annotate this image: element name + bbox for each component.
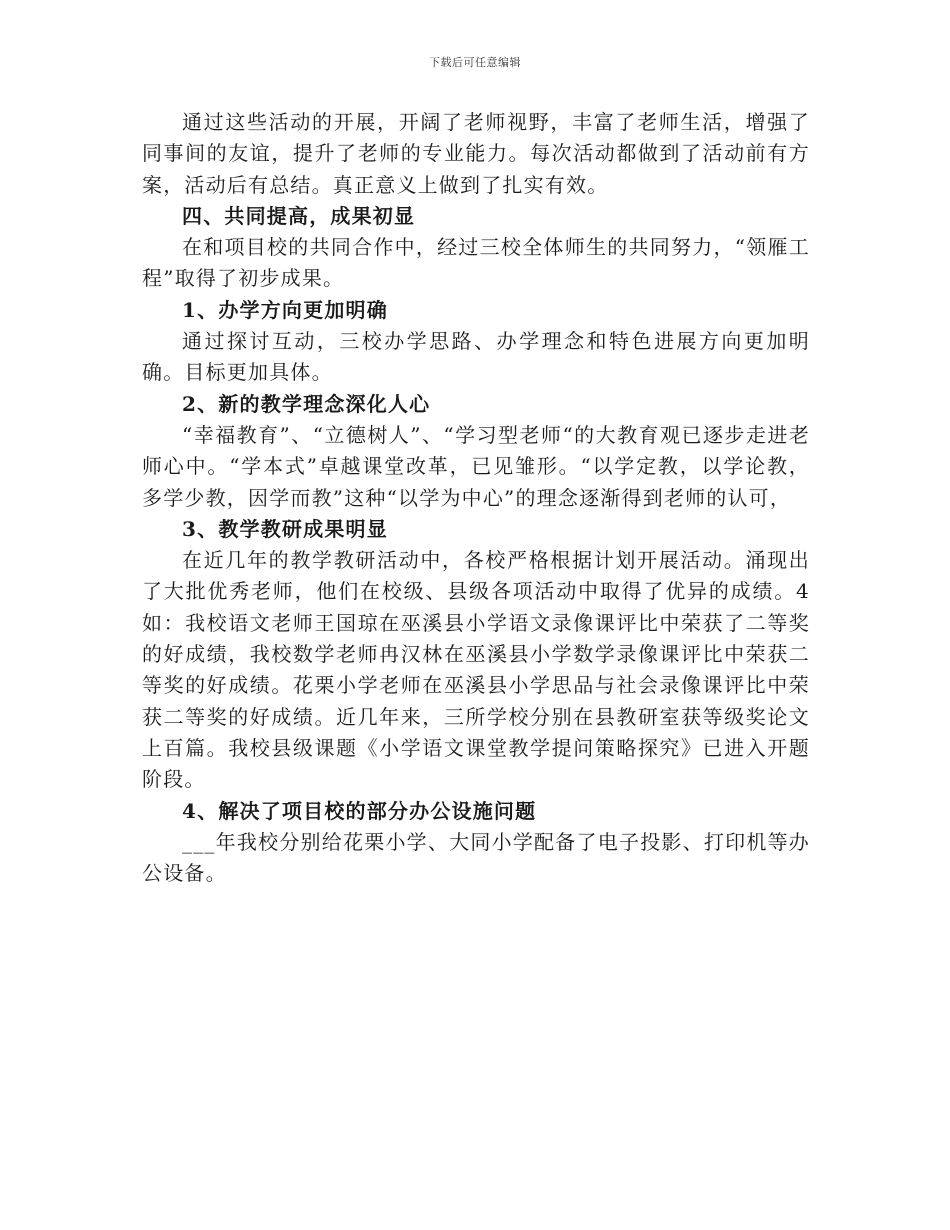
subheading-4: 4、解决了项目校的部分办公设施问题 [182, 798, 537, 823]
paragraph-school-direction: 通过探讨互动，三校办学思路、办学理念和特色进展方向更加明确。目标更加具体。 [142, 329, 810, 385]
subheading-1: 1、办学方向更加明确 [182, 297, 388, 322]
page-header: 下载后可任意编辑 [429, 56, 521, 69]
section-heading-4: 四、共同提高，成果初显 [182, 203, 416, 228]
paragraph-office-equipment: ___年我校分别给花栗小学、大同小学配备了电子投影、打印机等办公设备。 [142, 829, 810, 886]
paragraph-research-achievements: 在近几年的教学教研活动中，各校严格根据计划开展活动。涌现出了大批优秀老师，他们在校级、县级各项活动中取得了优异的成绩。4如：我校语文老师王国琼在巫溪县小学语文录像课评比中荣获了二等奖的好成绩，我校数学老师冉汉林在巫溪县小学数学录像课评比中荣获二等奖的好成绩。花栗小学老师在巫溪县小学思品与社会录像课评比中荣获二等奖的好成绩。近几年来，三所学校分别在县教研室获等级奖论文上百篇。我校县级课题《小学语文课堂教学提问策略探究》已进入开题阶段。 [142, 548, 810, 792]
subheading-2: 2、新的教学理念深化人心 [182, 391, 431, 416]
document-body [142, 107, 810, 889]
subheading-3: 3、教学教研成果明显 [182, 516, 388, 541]
paragraph-activities-summary: 通过这些活动的开展，开阔了老师视野，丰富了老师生活，增强了同事间的友谊，提升了老师的专业能力。每次活动都做到了活动前有方案，活动后有总结。真正意义上做到了扎实有效。 [142, 110, 810, 197]
paragraph-teaching-philosophy: “幸福教育”、“立德树人”、“学习型老师“的大教育观已逐步走进老师心中。“学本式”卓越课堂改革，已见雏形。“以学定教，以学论教，多学少教，因学而教”这种“以学为中心”的理念逐渐得到老师的认可， [142, 422, 810, 510]
paragraph-cooperation-results: 在和项目校的共同合作中，经过三校全体师生的共同努力，“领雁工程”取得了初步成果。 [142, 235, 810, 291]
